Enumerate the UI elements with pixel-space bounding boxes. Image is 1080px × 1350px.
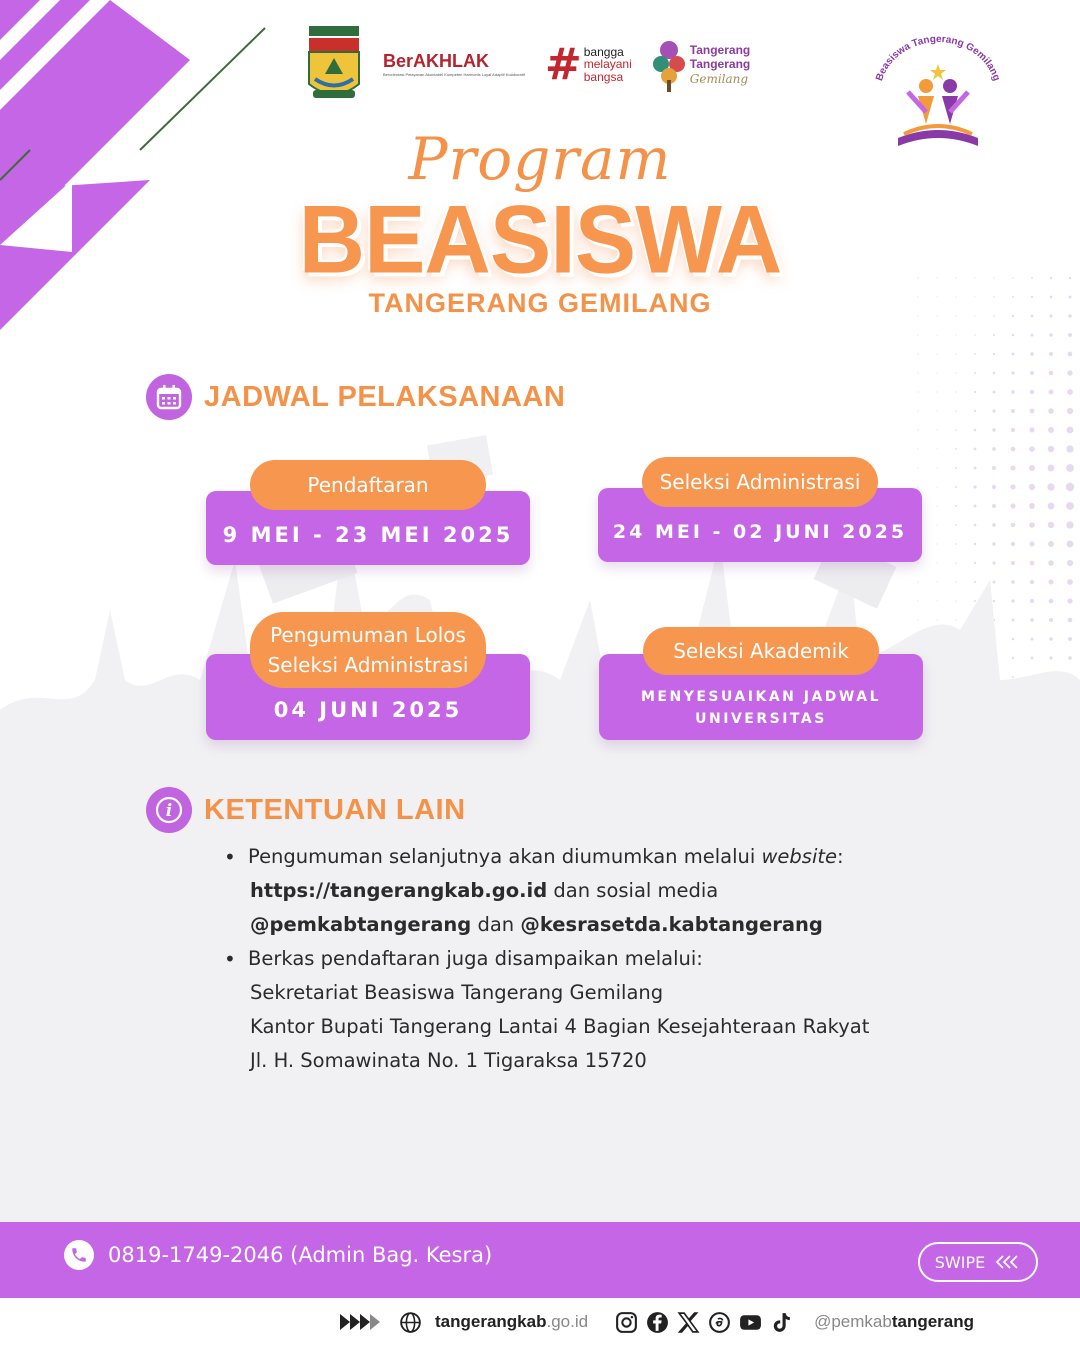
- rule-line: https://tangerangkab.go.id dan sosial media: [250, 879, 719, 902]
- schedule-card-seleksi-administrasi: [598, 457, 922, 563]
- berakhlak-logo: BerAKHLAK Berorientasi Pelayanan Akuntabel Kompeten Harmonis Loyal Adaptif Kolaboratif: [383, 51, 525, 77]
- tangerang-gemilang-logo: Tangerang Tangerang Gemilang: [652, 36, 750, 94]
- schedule-label: Pendaftaran: [250, 460, 486, 510]
- footer-bar: [0, 1222, 1080, 1298]
- schedule-heading-label: JADWAL PELAKSANAAN: [204, 380, 566, 413]
- rule-item-announcement: • Pengumuman selanjutnya akan diumumkan melalui website:: [222, 840, 942, 874]
- x-twitter-icon[interactable]: [676, 1310, 701, 1335]
- rule-line: Jl. H. Somawinata No. 1 Tigaraksa 15720: [250, 1049, 647, 1072]
- social-handle: @pemkabtangerang: [814, 1312, 975, 1331]
- rules-heading-label: KETENTUAN LAIN: [204, 793, 466, 826]
- title-script: Program: [408, 125, 672, 193]
- phone-icon: [64, 1240, 94, 1270]
- schedule-label: Seleksi Administrasi: [642, 457, 878, 507]
- phone-text: 0819-1749-2046 (Admin Bag. Kesra): [108, 1243, 493, 1267]
- tiktok-icon[interactable]: [769, 1310, 794, 1335]
- youtube-icon[interactable]: [738, 1310, 763, 1335]
- rules-list: [222, 840, 942, 1078]
- schedule-heading: [146, 374, 565, 420]
- svg-text:i: i: [165, 801, 173, 821]
- schedule-label: Seleksi Akademik: [643, 627, 879, 675]
- swipe-button[interactable]: [918, 1242, 1038, 1282]
- website-link[interactable]: https://tangerangkab.go.id: [250, 879, 548, 902]
- schedule-date: 9 MEI - 23 MEI 2025: [206, 491, 530, 565]
- calendar-icon: [146, 374, 192, 420]
- bangga-melayani-logo: # bangga melayani bangsa: [544, 38, 632, 90]
- handle-pemkab: @pemkabtangerang: [250, 913, 472, 936]
- bottom-info-row: [340, 1305, 974, 1339]
- rule-item-documents: • Berkas pendaftaran juga disampaikan melalui:: [222, 942, 942, 976]
- threads-icon[interactable]: [707, 1310, 732, 1335]
- rule-line: Sekretariat Beasiswa Tangerang Gemilang: [250, 981, 664, 1004]
- info-icon: [146, 787, 192, 833]
- facebook-icon[interactable]: [645, 1310, 670, 1335]
- instagram-icon[interactable]: [614, 1310, 639, 1335]
- partner-logos: [305, 22, 750, 107]
- schedule-card-pengumuman: [206, 612, 530, 740]
- contact-phone[interactable]: [64, 1240, 492, 1270]
- kabupaten-emblem-icon: [305, 24, 363, 106]
- schedule-date: MENYESUAIKAN JADWAL UNIVERSITAS: [599, 654, 923, 740]
- rules-heading: [146, 787, 466, 833]
- schedule-card-seleksi-akademik: [599, 627, 923, 740]
- website-text[interactable]: tangerangkab.go.id: [435, 1312, 589, 1331]
- globe-icon: [398, 1310, 423, 1335]
- social-icons: [614, 1310, 794, 1335]
- svg-text:Beasiswa Tangerang Gemilang: Beasiswa Tangerang Gemilang: [874, 34, 1002, 83]
- chevrons-left-icon: [995, 1255, 1021, 1269]
- schedule-date: 04 JUNI 2025: [206, 654, 530, 740]
- title-subtitle: TANGERANG GEMILANG: [368, 288, 712, 318]
- schedule-label: Pengumuman Lolos Seleksi Administrasi: [250, 612, 486, 688]
- rule-line: Kantor Bupati Tangerang Lantai 4 Bagian Kesejahteraan Rakyat: [250, 1015, 870, 1038]
- title-main: BEASISWA: [298, 186, 782, 294]
- schedule-date: 24 MEI - 02 JUNI 2025: [598, 488, 922, 562]
- arrows-icon: [340, 1312, 386, 1332]
- swipe-label: SWIPE: [934, 1252, 986, 1272]
- handle-kesra: @kesrasetda.kabtangerang: [520, 913, 823, 936]
- rule-line: @pemkabtangerang dan @kesrasetda.kabtangerang: [250, 913, 823, 936]
- schedule-card-pendaftaran: [206, 460, 530, 566]
- tree-icon: [652, 36, 686, 94]
